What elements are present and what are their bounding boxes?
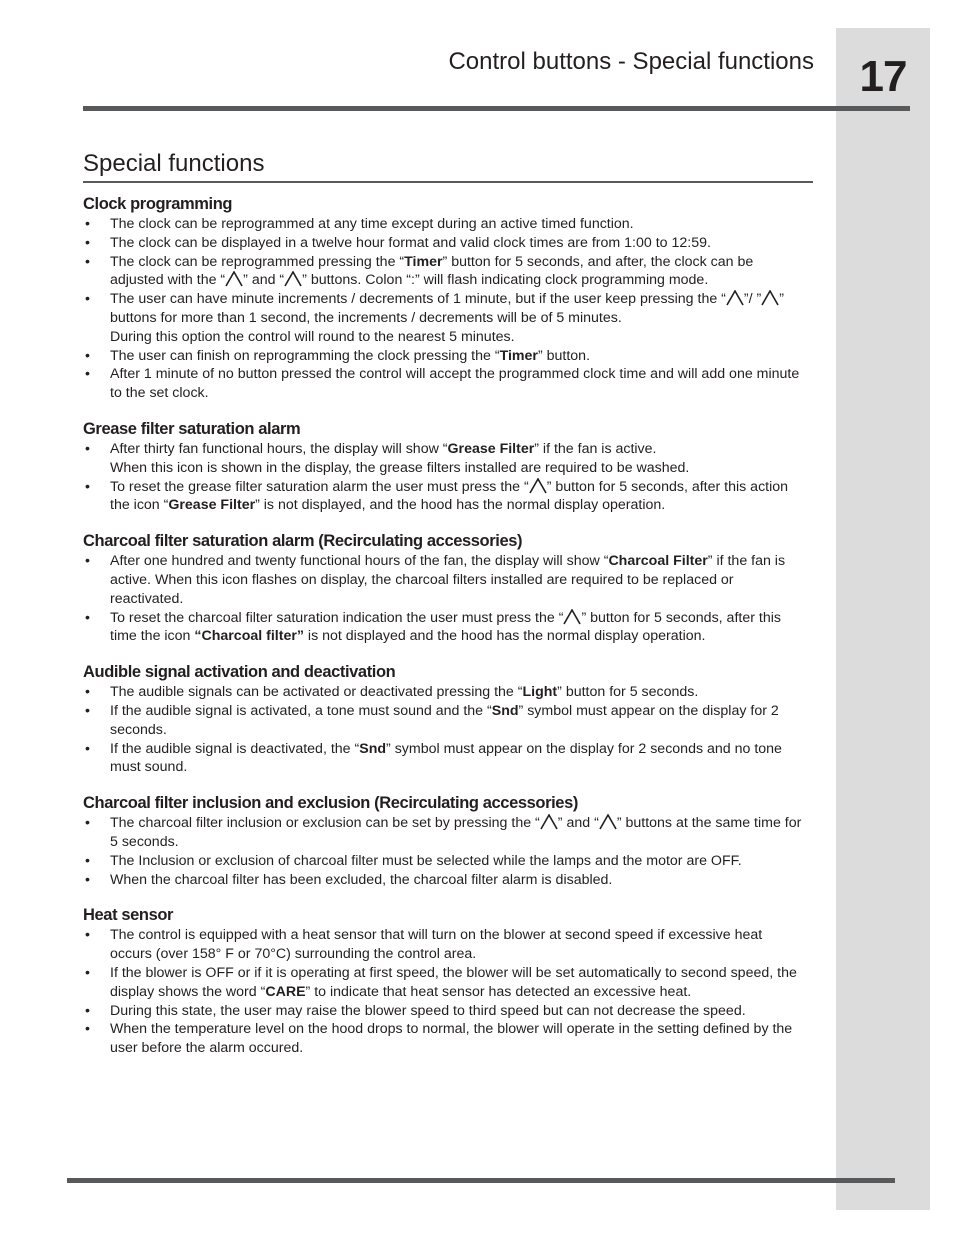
subheading: Audible signal activation and deactivation <box>83 663 396 682</box>
list-item: • To reset the charcoal filter saturation indication the user must press the “ ” button for 5 seconds, after this time the icon “Charcoal filter” is not displayed and the hood has the normal display operation. <box>83 609 803 647</box>
list-item: • The Inclusion or exclusion of charcoal filter must be selected while the lamps and the motor are OFF. <box>83 852 803 871</box>
list-item: • The clock can be reprogrammed pressing the “Timer” button for 5 seconds, and after, the clock can be adjusted with the “ ” and “ ” buttons. Colon “:” will flash indicating clock programming mode. <box>83 253 803 291</box>
list-item: • If the audible signal is deactivated, the “Snd” symbol must appear on the display for 2 seconds and no tone must sound. <box>83 740 803 778</box>
list-item: • After 1 minute of no button pressed the control will accept the programmed clock time and will add one minute to the set clock. <box>83 365 803 403</box>
bullet-list <box>83 215 803 403</box>
header-title: Control buttons - Special functions <box>448 48 814 75</box>
list-item: • The audible signals can be activated or deactivated pressing the “Light” button for 5 seconds. <box>83 683 803 702</box>
subheading: Clock programming <box>83 195 233 213</box>
list-item: • The control is equipped with a heat sensor that will turn on the blower at second speed if excessive heat occurs (over 158° F or 70°C) surrounding the control area. <box>83 926 803 964</box>
caret-up-icon <box>529 478 547 494</box>
footer-rule <box>67 1178 895 1183</box>
caret-up-icon <box>284 271 302 287</box>
caret-up-icon <box>726 290 744 306</box>
subheading: Heat sensor <box>83 906 174 925</box>
subheading: Charcoal filter inclusion and exclusion (Recirculating accessories) <box>83 794 578 813</box>
bullet-list <box>83 683 803 777</box>
bullet-list <box>83 814 803 889</box>
subheading: Charcoal filter saturation alarm (Recirculating accessories) <box>83 532 523 551</box>
list-item: • If the blower is OFF or if it is operating at first speed, the blower will be set automatically to second speed, the display shows the word “CARE” to indicate that heat sensor has detected an excessive heat. <box>83 964 803 1002</box>
caret-up-icon <box>225 271 243 287</box>
bullet-list <box>83 552 803 646</box>
section-rule <box>83 181 813 183</box>
list-item: • The user can have minute increments / decrements of 1 minute, but if the user keep pressing the “ ”/ ” ” buttons for more than 1 second, the increments / decrements will be of 5 minutes. During this option the control will round to the nearest 5 minutes. <box>83 290 803 346</box>
list-item: • When the charcoal filter has been excluded, the charcoal filter alarm is disabled. <box>83 871 803 890</box>
header-rule <box>83 106 910 111</box>
audible-signal-section <box>83 662 803 777</box>
list-item: • During this state, the user may raise the blower speed to third speed but can not decrease the speed. <box>83 1002 803 1021</box>
caret-up-icon <box>599 814 617 830</box>
list-item: • To reset the grease filter saturation alarm the user must press the “ ” button for 5 seconds, after this action the icon “Grease Filter” is not displayed, and the hood has the normal display operation. <box>83 478 803 516</box>
page-content <box>83 194 803 1074</box>
bullet-list <box>83 440 803 515</box>
page-side-tab <box>836 28 930 1210</box>
section-title: Special functions <box>83 150 265 177</box>
list-item: • The clock can be reprogrammed at any time except during an active timed function. <box>83 215 803 234</box>
list-item: • After thirty fan functional hours, the display will show “Grease Filter” if the fan is active. When this icon is shown in the display, the grease filters installed are required to be washed. <box>83 440 803 478</box>
list-item: • If the audible signal is activated, a tone must sound and the “Snd” symbol must appear on the display for 2 seconds. <box>83 702 803 740</box>
caret-up-icon <box>761 290 779 306</box>
caret-up-icon <box>540 814 558 830</box>
page-number: 17 <box>859 52 907 101</box>
heat-sensor-section <box>83 905 803 1058</box>
caret-up-icon <box>563 609 581 625</box>
charcoal-inclusion-section <box>83 793 803 889</box>
subheading: Grease filter saturation alarm <box>83 419 301 438</box>
bullet-list <box>83 926 803 1058</box>
list-item: • The charcoal filter inclusion or exclusion can be set by pressing the “ ” and “ ” buttons at the same time for 5 seconds. <box>83 814 803 852</box>
grease-filter-section <box>83 419 803 515</box>
list-item: • The user can finish on reprogramming the clock pressing the “Timer” button. <box>83 347 803 366</box>
charcoal-alarm-section <box>83 531 803 646</box>
list-item: • After one hundred and twenty functional hours of the fan, the display will show “Charcoal Filter” if the fan is active. When this icon flashes on display, the charcoal filters installed are required to be replaced or reactivated. <box>83 552 803 608</box>
clock-programming-section <box>83 194 803 403</box>
list-item: • When the temperature level on the hood drops to normal, the blower will operate in the setting defined by the user before the alarm occured. <box>83 1020 803 1058</box>
list-item: • The clock can be displayed in a twelve hour format and valid clock times are from 1:00 to 12:59. <box>83 234 803 253</box>
